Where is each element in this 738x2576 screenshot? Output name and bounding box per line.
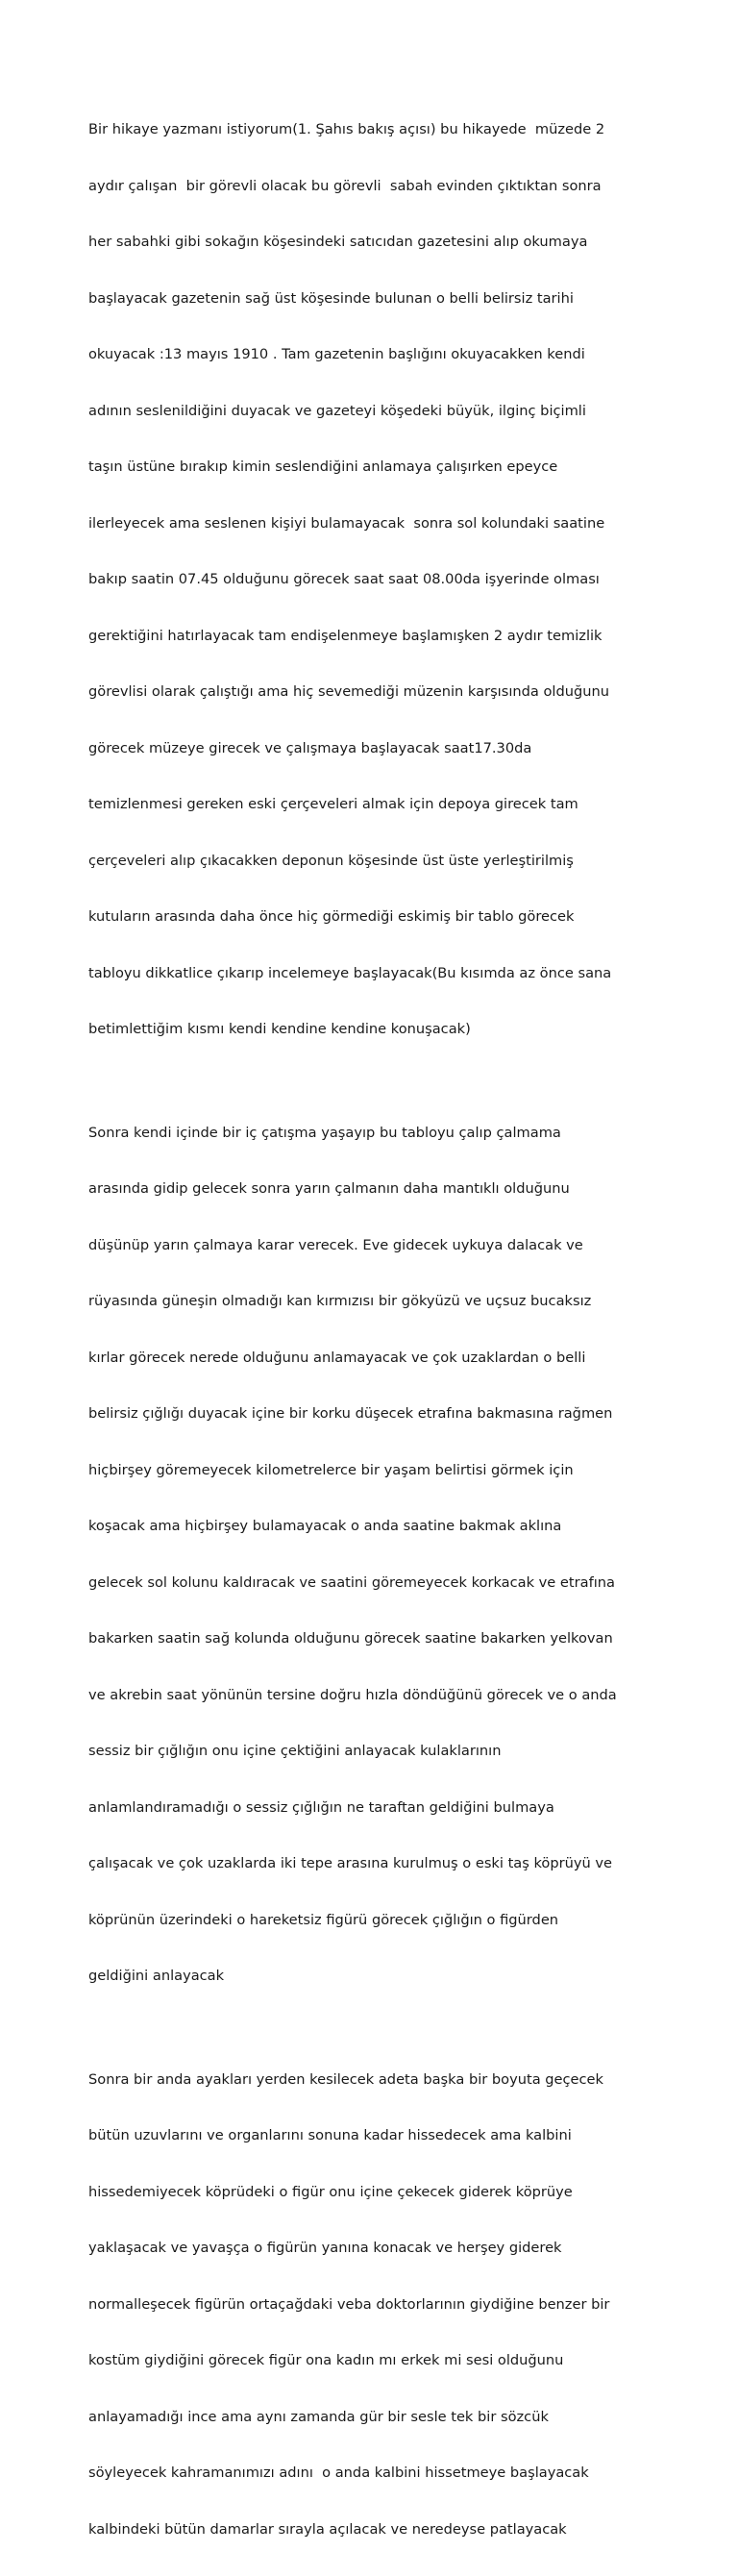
text-line: hiçbirşey göremeyecek kilometrelerce bir yaşam belirtisi görmek için [88,1461,655,1480]
text-line: Sonra bir anda ayakları yerden kesilecek adeta başka bir boyuta geçecek [88,2070,655,2090]
text-line: ilerleyecek ama seslenen kişiyi bulamayacak sonra sol kolundaki saatine [88,514,655,533]
text-line: geldiğini anlayacak [88,1967,655,1986]
text-line: belirsiz çığlığı duyacak içine bir korku düşecek etrafına bakmasına rağmen [88,1404,655,1424]
text-line: görecek müzeye girecek ve çalışmaya başlayacak saat17.30da [88,739,655,758]
text-line: görevlisi olarak çalıştığı ama hiç sevemediği müzenin karşısında olduğunu [88,682,655,702]
text-line: gerektiğini hatırlayacak tam endişelenmeye başlamışken 2 aydır temizlik [88,627,655,646]
text-line: bakarken saatin sağ kolunda olduğunu görecek saatine bakarken yelkovan [88,1629,655,1648]
text-line: tabloyu dikkatlice çıkarıp incelemeye başlayacak(Bu kısımda az önce sana [88,964,655,983]
document-page [0,0,738,984]
text-line: başlayacak gazetenin sağ üst köşesinde bulunan o belli belirsiz tarihi [88,289,655,309]
text-line: rüyasında güneşin olmadığı kan kırmızısı bir gökyüzü ve uçsuz bucaksız [88,1292,655,1311]
text-line: çerçeveleri alıp çıkacakken deponun köşesinde üst üste yerleştirilmiş [88,852,655,871]
text-line: köprünün üzerindeki o hareketsiz figürü görecek çığlığın o figürden [88,1911,655,1930]
text-line: bütün uzuvlarını ve organlarını sonuna kadar hissedecek ama kalbini [88,2126,655,2145]
text-line: düşünüp yarın çalmaya karar verecek. Eve gidecek uykuya dalacak ve [88,1236,655,1255]
text-line: anlamlandıramadığı o sessiz çığlığın ne taraftan geldiğini bulmaya [88,1798,655,1818]
text-line: Bir hikaye yazmanı istiyorum(1. Şahıs bakış açısı) bu hikayede müzede 2 [88,120,655,139]
paragraph-1 [88,83,655,1077]
text-line: Sonra kendi içinde bir iç çatışma yaşayıp bu tabloyu çalıp çalmama [88,1124,655,1143]
text-line: hissedemiyecek köprüdeki o figür onu içine çekecek giderek köprüye [88,2183,655,2202]
text-line: arasında gidip gelecek sonra yarın çalmanın daha mantıklı olduğunu [88,1179,655,1199]
paragraph-2 [88,1086,655,2023]
document-body [88,83,655,2576]
text-line: okuyacak :13 mayıs 1910 . Tam gazetenin başlığını okuyacakken kendi [88,345,655,364]
text-line: kostüm giydiğini görecek figür ona kadın mı erkek mi sesi olduğunu [88,2351,655,2370]
text-line: bakıp saatin 07.45 olduğunu görecek saat saat 08.00da işyerinde olması [88,570,655,589]
text-line: her sabahki gibi sokağın köşesindeki satıcıdan gazetesini alıp okumaya [88,233,655,252]
paragraph-3 [88,2033,655,2576]
text-line: koşacak ama hiçbirşey bulamayacak o anda saatine bakmak aklına [88,1517,655,1536]
text-line: betimlettiğim kısmı kendi kendine kendine konuşacak) [88,1020,655,1039]
text-line: anlayamadığı ince ama aynı zamanda gür bir sesle tek bir sözcük [88,2408,655,2427]
text-line: söyleyecek kahramanımızı adını o anda kalbini hissetmeye başlayacak [88,2464,655,2483]
text-line: kırlar görecek nerede olduğunu anlamayacak ve çok uzaklardan o belli [88,1349,655,1368]
text-line: kutuların arasında daha önce hiç görmediği eskimiş bir tablo görecek [88,907,655,927]
text-line: ve akrebin saat yönünün tersine doğru hızla döndüğünü görecek ve o anda [88,1686,655,1705]
text-line: çalışacak ve çok uzaklarda iki tepe arasına kurulmuş o eski taş köprüyü ve [88,1854,655,1873]
text-line: normalleşecek figürün ortaçağdaki veba doktorlarının giydiğine benzer bir [88,2295,655,2315]
text-line: temizlenmesi gereken eski çerçeveleri almak için depoya girecek tam [88,795,655,814]
text-line: sessiz bir çığlığın onu içine çektiğini anlayacak kulaklarının [88,1742,655,1761]
text-line: taşın üstüne bırakıp kimin seslendiğini anlamaya çalışırken epeyce [88,458,655,477]
text-line: yaklaşacak ve yavaşça o figürün yanına konacak ve herşey giderek [88,2239,655,2258]
text-line: gelecek sol kolunu kaldıracak ve saatini göremeyecek korkacak ve etrafına [88,1573,655,1593]
text-line: adının seslenildiğini duyacak ve gazeteyi köşedeki büyük, ilginç biçimli [88,402,655,421]
text-line: aydır çalışan bir görevli olacak bu görevli sabah evinden çıktıktan sonra [88,177,655,196]
text-line: kalbindeki bütün damarlar sırayla açılacak ve neredeyse patlayacak [88,2520,655,2539]
